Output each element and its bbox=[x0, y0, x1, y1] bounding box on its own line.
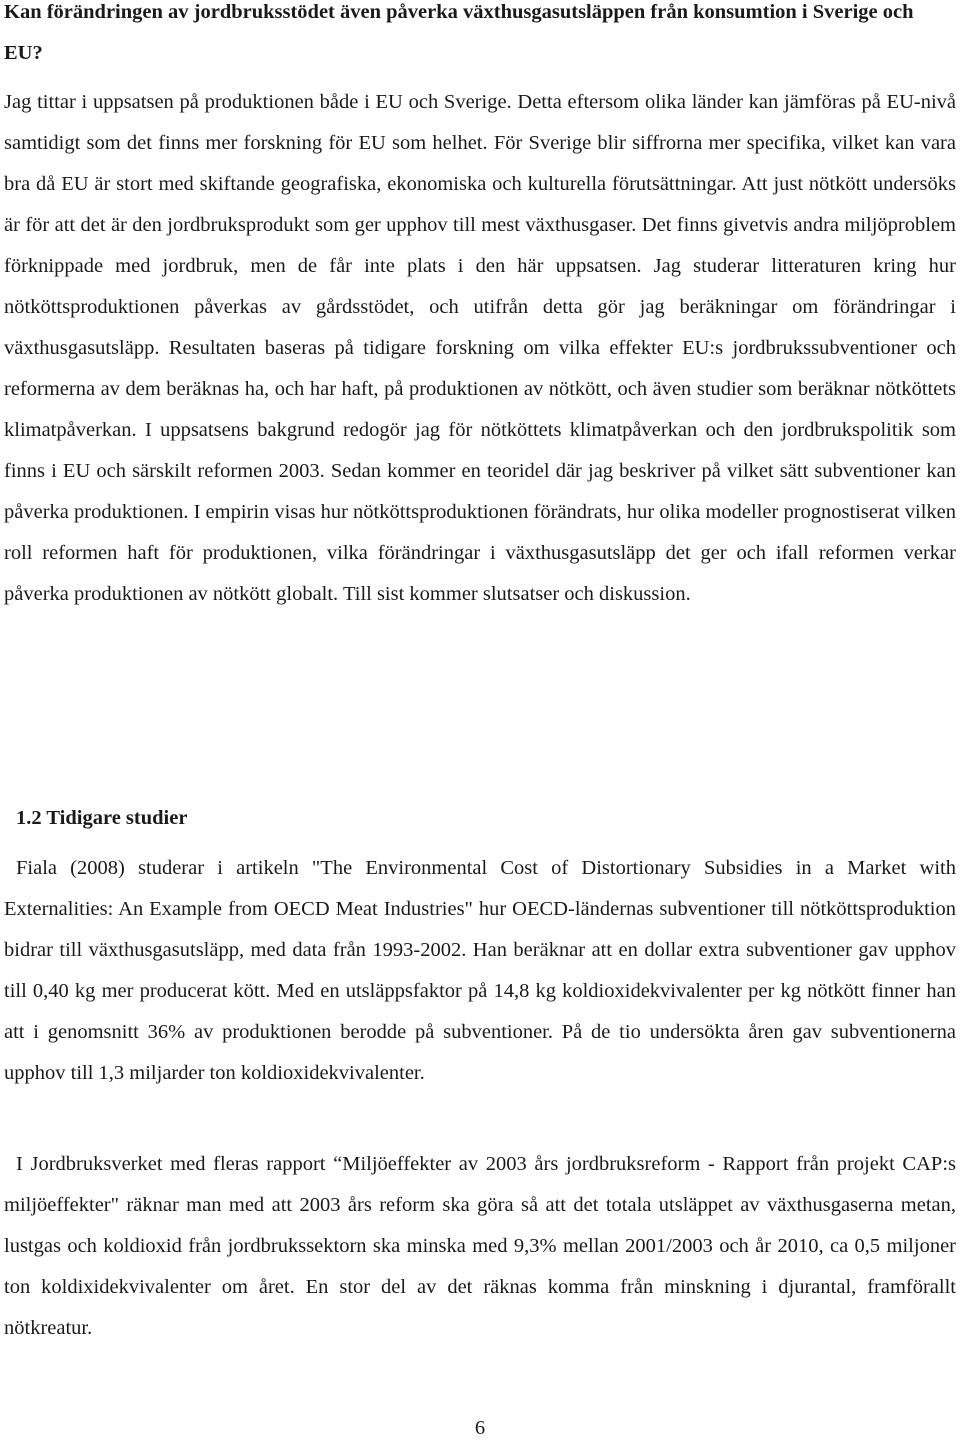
intro-paragraph: Jag tittar i uppsatsen på produktionen både i EU och Sverige. Detta eftersom olika länder kan jämföras på EU-nivå samtidigt som det finns mer forskning för EU som helhet. För Sverige blir siffrorna mer specifika, vilket kan vara bra då EU är stort med skiftande geografiska, ekonomiska och kulturella förutsättningar. Att just nötkött undersöks är för att det är den jordbruksprodukt som ger upphov till mest växthusgaser. Det finns givetvis andra miljöproblem förknippade med jordbruk, men de får inte plats i den här uppsatsen. Jag studerar litteraturen kring hur nötköttsproduktionen påverkas av gårdsstödet, och utifrån detta gör jag beräkningar om förändringar i växthusgasutsläpp. Resultaten baseras på tidigare forskning om vilka effekter EU:s jordbrukssubventioner och reformerna av dem beräknas ha, och har haft, på produktionen av nötkött, och även studier som beräknar nötköttets klimatpåverkan. I uppsatsens bakgrund redogör jag för nötköttets klimatpåverkan och den jordbrukspolitik som finns i EU och särskilt reformen 2003. Sedan kommer en teoridel där jag beskriver på vilket sätt subventioner kan påverka produktionen. I empirin visas hur nötköttsproduktionen förändrats, hur olika modeller prognostiserat vilken roll reformen haft för produktionen, vilka förändringar i växthusgasutsläpp det ger och ifall reformen verkar påverka produktionen av nötkött globalt. Till sist kommer slutsatser och diskussion. bbox=[4, 91, 956, 605]
section-title: 1.2 Tidigare studier bbox=[16, 807, 188, 829]
jordbruksverket-paragraph: I Jordbruksverket med fleras rapport “Miljöeffekter av 2003 års jordbruksreform - Rapport från projekt CAP:s miljöeffekter" räknar man med att 2003 års reform ska göra så att det totala utsläppet av växthusgaserna metan, lustgas och koldioxid från jordbrukssektorn ska minska med 9,3% mellan 2001/2003 och år 2010, ca 0,5 miljoner ton koldixidekvivalenter om året. En stor del av det räknas komma från minskning i djurantal, framförallt nötkreatur. bbox=[4, 1153, 956, 1339]
question-heading: Kan förändringen av jordbruksstödet även påverka växthusgasutsläppen från konsumtion i Sverige och EU? bbox=[4, 1, 914, 64]
fiala-paragraph: Fiala (2008) studerar i artikeln "The Environmental Cost of Distortionary Subsidies in a Market with Externalities: An Example from OECD Meat Industries" hur OECD-ländernas subventioner till nötköttsproduktion bidrar till växthusgasutsläpp, med data från 1993-2002. Han beräknar att en dollar extra subventioner gav upphov till 0,40 kg mer producerat kött. Med en utsläppsfaktor på 14,8 kg koldioxidekvivalenter per kg nötkött finner han att i genomsnitt 36% av produktionen berodde på subventioner. På de tio undersökta åren gav subventionerna upphov till 1,3 miljarder ton koldioxidekvivalenter. bbox=[4, 857, 956, 1084]
page-number: 6 bbox=[474, 1417, 486, 1439]
